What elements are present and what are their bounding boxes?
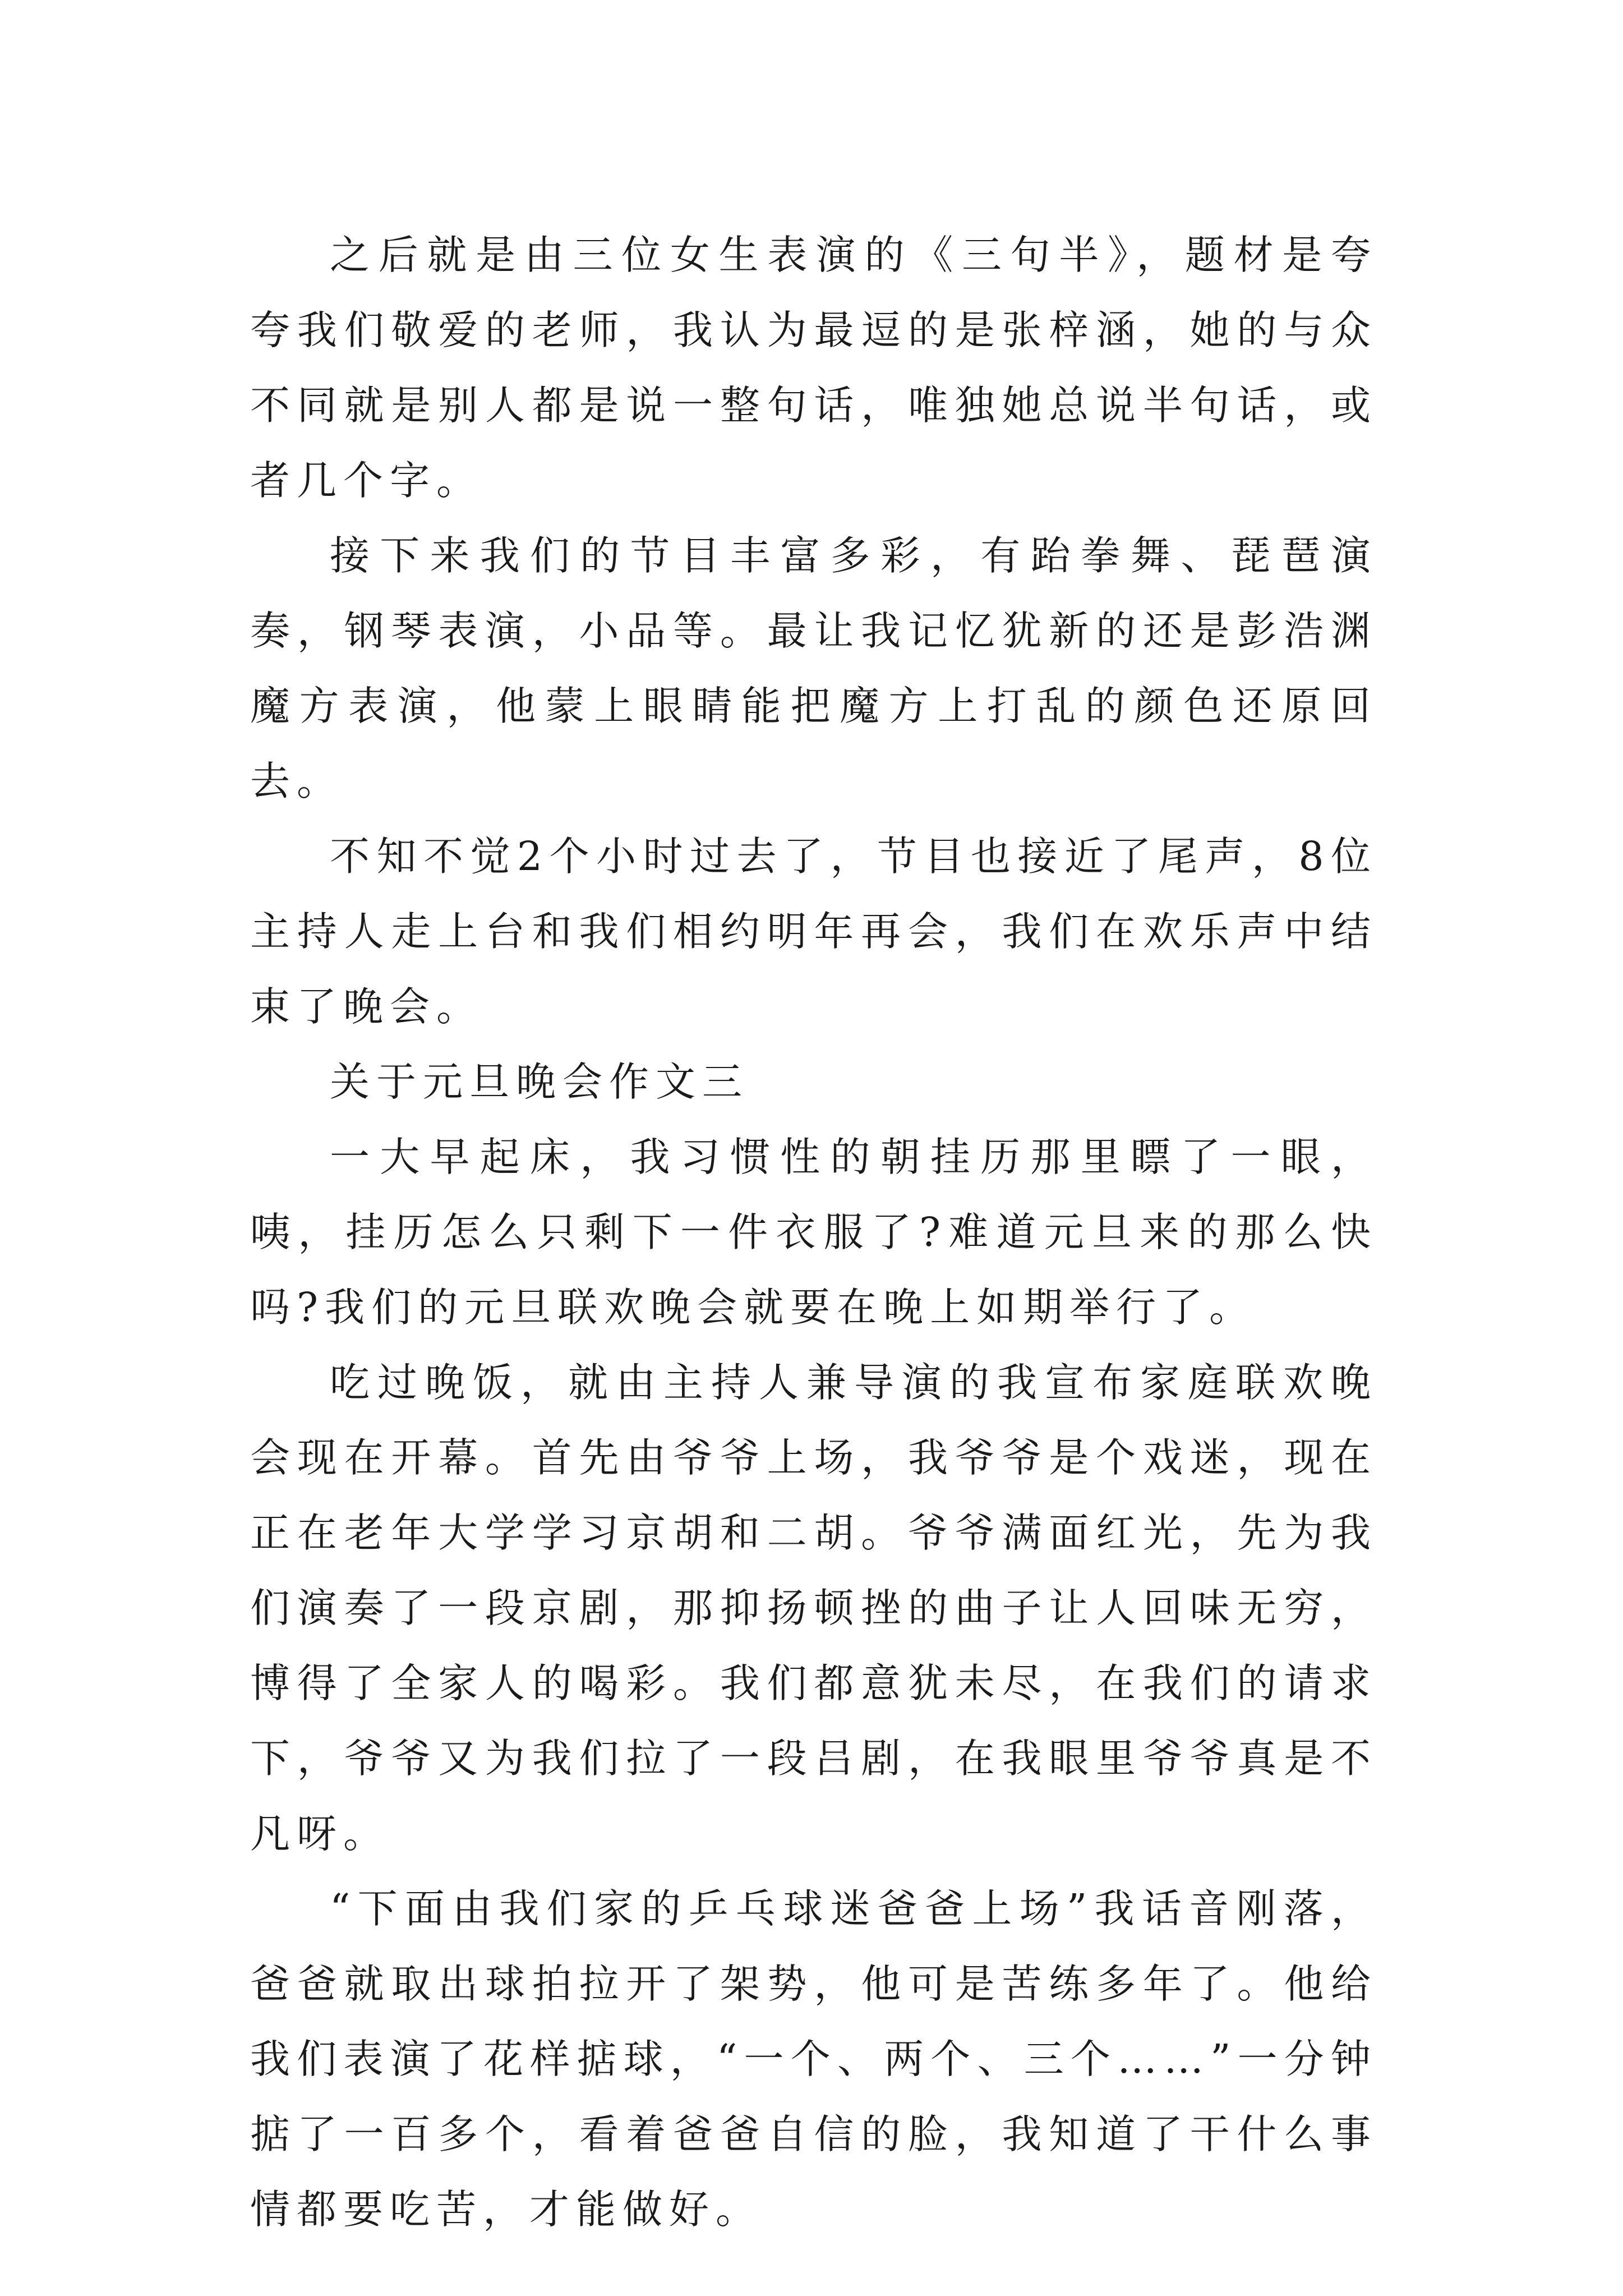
section-heading: 关于元旦晚会作文三: [330, 1059, 749, 1105]
paragraph: “下面由我们家的乒乓球迷爸爸上场”我话音刚落，爸爸就取出球拍拉开了架势，他可是苦练多年了。他给我们表演了花样掂球，“一个、两个、三个……”一分钟掂了一百多个，看着爸爸自信的脸，我知道了干什么事情都要吃苦，才能做好。: [250, 1885, 1377, 2233]
paragraph: 接下来我们的节目丰富多彩，有跆拳舞、琵琶演奏，钢琴表演，小品等。最让我记忆犹新的还是彭浩渊魔方表演，他蒙上眼睛能把魔方上打乱的颜色还原回去。: [250, 532, 1377, 804]
paragraph: 之后就是由三位女生表演的《三句半》，题材是夸夸我们敬爱的老师，我认为最逗的是张梓涵，她的与众不同就是别人都是说一整句话，唯独她总说半句话，或者几个字。: [250, 232, 1377, 504]
paragraph: 不知不觉2个小时过去了，节目也接近了尾声，8位主持人走上台和我们相约明年再会，我们在欢乐声中结束了晚会。: [250, 833, 1377, 1030]
paragraph: 吃过晚饭，就由主持人兼导演的我宣布家庭联欢晚会现在开幕。首先由爷爷上场，我爷爷是个戏迷，现在正在老年大学学习京胡和二胡。爷爷满面红光，先为我们演奏了一段京剧，那抑扬顿挫的曲子让人回味无穷，博得了全家人的喝彩。我们都意犹未尽，在我们的请求下，爷爷又为我们拉了一段吕剧，在我眼里爷爷真是不凡呀。: [250, 1359, 1377, 1857]
document-body: [250, 218, 1377, 2247]
paragraph: 一大早起床，我习惯性的朝挂历那里瞟了一眼，咦，挂历怎么只剩下一件衣服了?难道元旦来的那么快吗?我们的元旦联欢晚会就要在晚上如期举行了。: [250, 1134, 1377, 1331]
